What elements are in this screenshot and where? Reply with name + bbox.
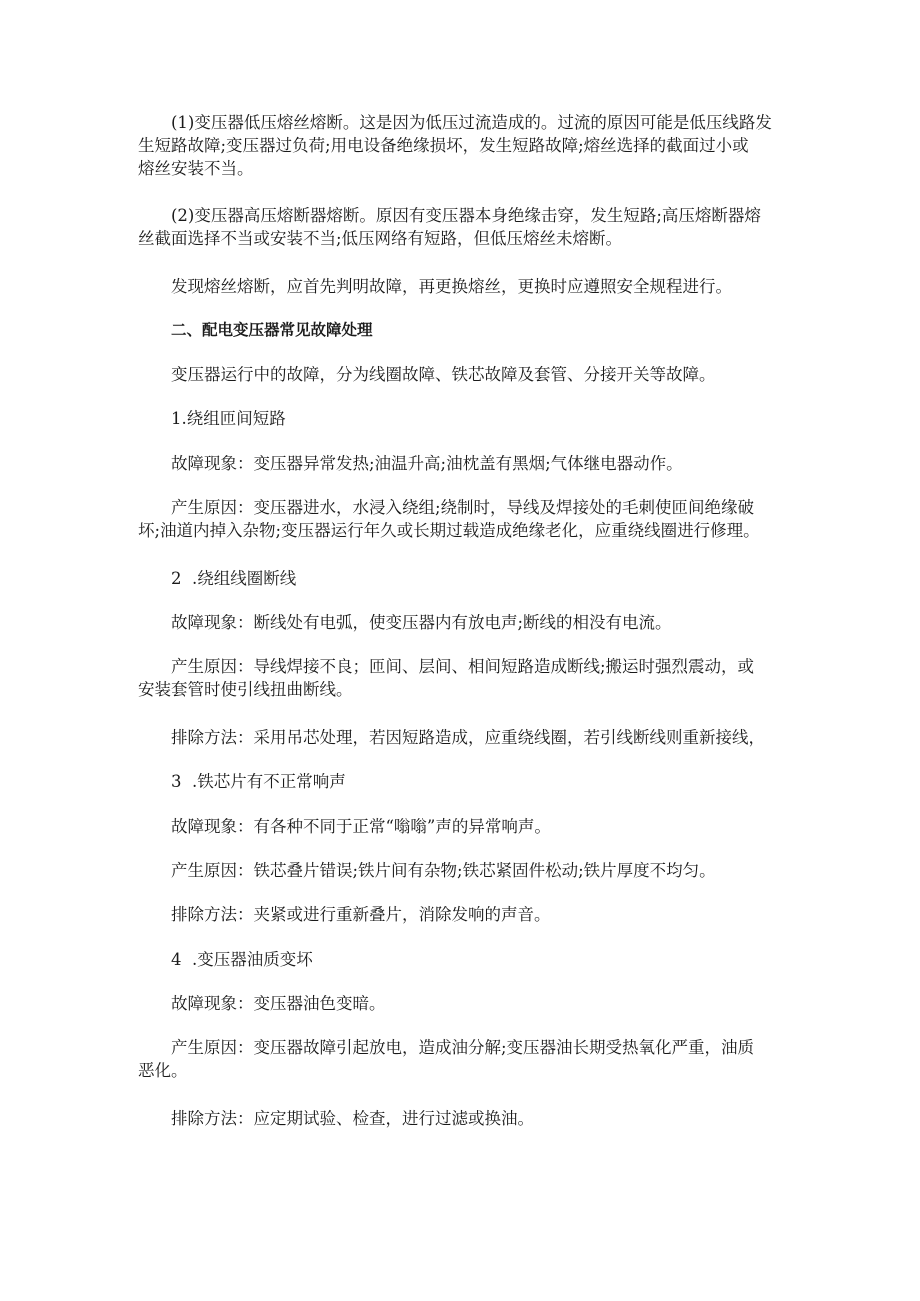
paragraph-cause-2: 产生原因：导线焊接不良；匝间、层间、相间短路造成断线;搬运时强烈震动，或 安装套管时使引线扭曲断线。 xyxy=(138,657,755,699)
paragraph-fault-types: 变压器运行中的故障，分为线圈故障、铁芯故障及套管、分接开关等故障。 xyxy=(171,365,716,384)
paragraph-fuse-low-voltage: (1)变压器低压熔丝熔断。这是因为低压过流造成的。过流的原因可能是低压线路发 生短路故障;变压器过负荷;用电设备绝缘损坏，发生短路故障;熔丝选择的截面过小或 熔丝安装不当。 xyxy=(138,113,772,178)
paragraph-symptom-3: 故障现象：有各种不同于正常“嗡嗡”声的异常响声。 xyxy=(171,817,551,836)
subheading-oil-quality: 4 .变压器油质变坏 xyxy=(171,950,313,969)
paragraph-fix-2: 排除方法：采用吊芯处理，若因短路造成，应重绕线圈，若引线断线则重新接线， xyxy=(171,728,765,747)
paragraph-cause-3: 产生原因：铁芯叠片错误;铁片间有杂物;铁芯紧固件松动;铁片厚度不均匀。 xyxy=(171,861,716,880)
paragraph-symptom-4: 故障现象：变压器油色变暗。 xyxy=(171,994,386,1013)
paragraph-fuse-high-voltage: (2)变压器高压熔断器熔断。原因有变压器本身绝缘击穿，发生短路;高压熔断器熔 丝截面选择不当或安装不当;低压网络有短路，但低压熔丝未熔断。 xyxy=(138,206,761,248)
paragraph-symptom-2: 故障现象：断线处有电弧，使变压器内有放电声;断线的相没有电流。 xyxy=(171,613,672,632)
section-heading: 二、配电变压器常见故障处理 xyxy=(171,321,373,339)
paragraph-cause-1: 产生原因：变压器进水，水浸入绕组;绕制时，导线及焊接处的毛刺使匝间绝缘破 坏;油道内掉入杂物;变压器运行年久或长期过载造成绝缘老化，应重绕线圈进行修理。 xyxy=(138,498,760,540)
paragraph-symptom-1: 故障现象：变压器异常发热;油温升高;油枕盖有黑烟;气体继电器动作。 xyxy=(171,454,683,473)
paragraph-fix-3: 排除方法：夹紧或进行重新叠片，消除发响的声音。 xyxy=(171,905,551,924)
paragraph-fuse-replacement: 发现熔丝熔断，应首先判明故障，再更换熔丝，更换时应遵照安全规程进行。 xyxy=(171,277,732,296)
subheading-winding-short: 1.绕组匝间短路 xyxy=(171,409,286,428)
paragraph-cause-4: 产生原因：变压器故障引起放电，造成油分解;变压器油长期受热氧化严重，油质 恶化。 xyxy=(138,1038,755,1080)
subheading-winding-break: 2 .绕组线圈断线 xyxy=(171,569,297,588)
subheading-core-noise: 3 .铁芯片有不正常响声 xyxy=(171,772,346,791)
paragraph-fix-4: 排除方法：应定期试验、检查，进行过滤或换油。 xyxy=(171,1109,534,1128)
